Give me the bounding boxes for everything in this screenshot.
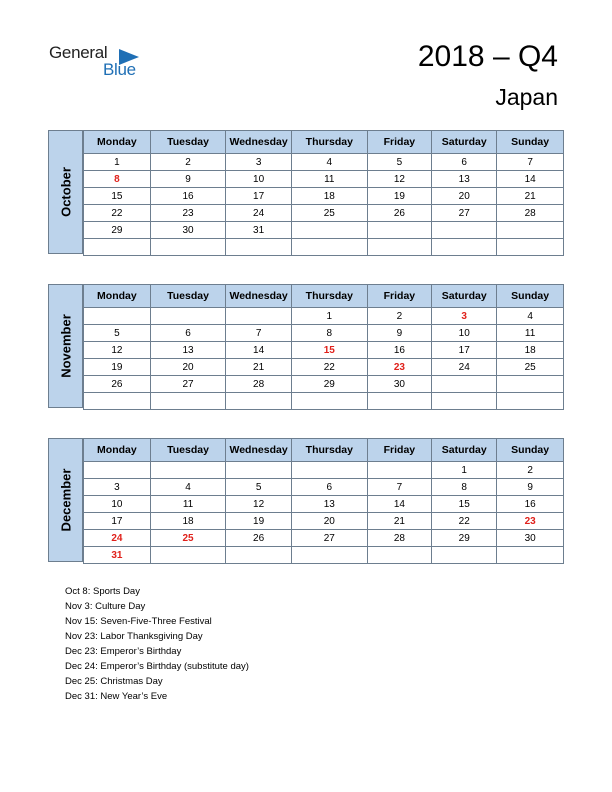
day-cell bbox=[150, 547, 225, 564]
weekday-header: Saturday bbox=[432, 131, 497, 154]
holiday-item: Dec 25: Christmas Day bbox=[65, 676, 163, 687]
day-cell bbox=[226, 308, 292, 325]
day-cell: 12 bbox=[367, 171, 432, 188]
week-row bbox=[84, 171, 564, 188]
day-cell: 20 bbox=[291, 513, 367, 530]
day-cell: 28 bbox=[497, 205, 564, 222]
day-cell: 30 bbox=[150, 222, 225, 239]
week-row bbox=[84, 393, 564, 410]
day-cell: 5 bbox=[84, 325, 151, 342]
day-cell: 8 bbox=[291, 325, 367, 342]
weekday-header: Tuesday bbox=[150, 285, 225, 308]
weekday-header: Saturday bbox=[432, 285, 497, 308]
holiday-item: Dec 23: Emperor’s Birthday bbox=[65, 646, 182, 657]
day-cell bbox=[84, 239, 151, 256]
weekday-header: Friday bbox=[367, 131, 432, 154]
day-cell: 30 bbox=[367, 376, 432, 393]
day-cell bbox=[432, 393, 497, 410]
day-cell: 4 bbox=[150, 479, 225, 496]
month-name: October bbox=[58, 167, 73, 217]
week-row bbox=[84, 325, 564, 342]
week-row bbox=[84, 239, 564, 256]
day-cell: 26 bbox=[84, 376, 151, 393]
day-cell bbox=[367, 239, 432, 256]
day-cell-holiday: 15 bbox=[291, 342, 367, 359]
day-cell: 22 bbox=[84, 205, 151, 222]
day-cell bbox=[367, 393, 432, 410]
day-cell: 22 bbox=[291, 359, 367, 376]
day-cell: 11 bbox=[291, 171, 367, 188]
day-cell: 3 bbox=[226, 154, 292, 171]
day-cell: 8 bbox=[432, 479, 497, 496]
country-name: Japan bbox=[495, 84, 558, 110]
day-cell: 1 bbox=[291, 308, 367, 325]
weekday-header: Thursday bbox=[291, 131, 367, 154]
weekday-header: Monday bbox=[84, 439, 151, 462]
day-cell bbox=[497, 222, 564, 239]
day-cell bbox=[150, 462, 225, 479]
day-cell: 18 bbox=[150, 513, 225, 530]
day-cell: 26 bbox=[367, 205, 432, 222]
day-cell: 31 bbox=[226, 222, 292, 239]
weekday-header-row bbox=[84, 439, 564, 462]
day-cell: 11 bbox=[497, 325, 564, 342]
logo-blue-text: Blue bbox=[103, 60, 136, 79]
weekday-header: Sunday bbox=[497, 439, 564, 462]
day-cell: 5 bbox=[226, 479, 292, 496]
week-row bbox=[84, 479, 564, 496]
day-cell: 18 bbox=[497, 342, 564, 359]
day-cell-holiday: 23 bbox=[497, 513, 564, 530]
day-cell: 2 bbox=[497, 462, 564, 479]
weekday-header: Thursday bbox=[291, 285, 367, 308]
day-cell bbox=[432, 376, 497, 393]
day-cell: 4 bbox=[497, 308, 564, 325]
holiday-item: Nov 3: Culture Day bbox=[65, 601, 146, 612]
day-cell: 27 bbox=[291, 530, 367, 547]
week-row bbox=[84, 342, 564, 359]
day-cell bbox=[150, 308, 225, 325]
day-cell: 29 bbox=[432, 530, 497, 547]
weekday-header: Tuesday bbox=[150, 131, 225, 154]
day-cell: 25 bbox=[291, 205, 367, 222]
day-cell bbox=[367, 222, 432, 239]
week-row bbox=[84, 359, 564, 376]
weekday-header-row bbox=[84, 131, 564, 154]
day-cell: 7 bbox=[497, 154, 564, 171]
day-cell bbox=[291, 393, 367, 410]
day-cell: 9 bbox=[497, 479, 564, 496]
day-cell bbox=[432, 239, 497, 256]
day-cell: 26 bbox=[226, 530, 292, 547]
weekday-header: Tuesday bbox=[150, 439, 225, 462]
day-cell: 16 bbox=[497, 496, 564, 513]
month-table bbox=[83, 438, 564, 564]
day-cell: 13 bbox=[432, 171, 497, 188]
day-cell: 19 bbox=[367, 188, 432, 205]
day-cell: 9 bbox=[150, 171, 225, 188]
day-cell: 3 bbox=[84, 479, 151, 496]
week-row bbox=[84, 462, 564, 479]
day-cell bbox=[226, 462, 292, 479]
day-cell bbox=[432, 222, 497, 239]
week-row bbox=[84, 154, 564, 171]
day-cell: 22 bbox=[432, 513, 497, 530]
day-cell: 29 bbox=[84, 222, 151, 239]
week-row bbox=[84, 222, 564, 239]
day-cell: 13 bbox=[291, 496, 367, 513]
day-cell bbox=[291, 239, 367, 256]
day-cell-holiday: 24 bbox=[84, 530, 151, 547]
week-row bbox=[84, 513, 564, 530]
day-cell: 17 bbox=[226, 188, 292, 205]
day-cell: 29 bbox=[291, 376, 367, 393]
day-cell: 10 bbox=[226, 171, 292, 188]
day-cell bbox=[84, 462, 151, 479]
day-cell: 6 bbox=[150, 325, 225, 342]
day-cell: 20 bbox=[432, 188, 497, 205]
month-table bbox=[83, 130, 564, 256]
weekday-header: Friday bbox=[367, 439, 432, 462]
day-cell: 19 bbox=[84, 359, 151, 376]
day-cell: 5 bbox=[367, 154, 432, 171]
day-cell: 6 bbox=[432, 154, 497, 171]
day-cell: 21 bbox=[226, 359, 292, 376]
day-cell: 6 bbox=[291, 479, 367, 496]
day-cell: 7 bbox=[226, 325, 292, 342]
week-row bbox=[84, 188, 564, 205]
day-cell: 14 bbox=[497, 171, 564, 188]
weekday-header: Friday bbox=[367, 285, 432, 308]
holiday-item: Nov 15: Seven-Five-Three Festival bbox=[65, 616, 212, 627]
week-row bbox=[84, 205, 564, 222]
day-cell: 2 bbox=[150, 154, 225, 171]
weekday-header: Saturday bbox=[432, 439, 497, 462]
day-cell: 4 bbox=[291, 154, 367, 171]
holiday-item: Dec 31: New Year’s Eve bbox=[65, 691, 168, 702]
holiday-item: Nov 23: Labor Thanksgiving Day bbox=[65, 631, 203, 642]
day-cell: 20 bbox=[150, 359, 225, 376]
day-cell: 25 bbox=[497, 359, 564, 376]
day-cell-holiday: 8 bbox=[84, 171, 151, 188]
day-cell: 12 bbox=[226, 496, 292, 513]
day-cell: 21 bbox=[497, 188, 564, 205]
month-label bbox=[48, 284, 83, 408]
day-cell: 19 bbox=[226, 513, 292, 530]
day-cell-holiday: 3 bbox=[432, 308, 497, 325]
weekday-header: Wednesday bbox=[226, 439, 292, 462]
day-cell: 16 bbox=[150, 188, 225, 205]
day-cell bbox=[226, 393, 292, 410]
weekday-header-row bbox=[84, 285, 564, 308]
day-cell: 30 bbox=[497, 530, 564, 547]
day-cell: 15 bbox=[432, 496, 497, 513]
weekday-header: Wednesday bbox=[226, 285, 292, 308]
month-table bbox=[83, 284, 564, 410]
weekday-header: Monday bbox=[84, 285, 151, 308]
day-cell bbox=[497, 547, 564, 564]
week-row bbox=[84, 376, 564, 393]
holiday-item: Oct 8: Sports Day bbox=[65, 586, 140, 597]
holiday-item: Dec 24: Emperor’s Birthday (substitute day) bbox=[65, 661, 249, 672]
day-cell bbox=[291, 547, 367, 564]
day-cell: 14 bbox=[367, 496, 432, 513]
day-cell-holiday: 23 bbox=[367, 359, 432, 376]
day-cell-holiday: 31 bbox=[84, 547, 151, 564]
day-cell bbox=[497, 393, 564, 410]
day-cell: 12 bbox=[84, 342, 151, 359]
day-cell: 23 bbox=[150, 205, 225, 222]
day-cell: 11 bbox=[150, 496, 225, 513]
day-cell: 10 bbox=[84, 496, 151, 513]
weekday-header: Wednesday bbox=[226, 131, 292, 154]
month-name: December bbox=[58, 468, 73, 532]
logo bbox=[49, 43, 159, 83]
month-label bbox=[48, 130, 83, 254]
day-cell: 17 bbox=[432, 342, 497, 359]
month-name: November bbox=[58, 314, 73, 378]
day-cell bbox=[497, 376, 564, 393]
day-cell: 27 bbox=[432, 205, 497, 222]
weekday-header: Thursday bbox=[291, 439, 367, 462]
day-cell: 28 bbox=[226, 376, 292, 393]
weekday-header: Sunday bbox=[497, 131, 564, 154]
day-cell: 2 bbox=[367, 308, 432, 325]
day-cell bbox=[367, 547, 432, 564]
holiday-list bbox=[65, 584, 249, 704]
week-row bbox=[84, 547, 564, 564]
day-cell: 24 bbox=[432, 359, 497, 376]
day-cell bbox=[291, 222, 367, 239]
day-cell: 1 bbox=[84, 154, 151, 171]
page-title: 2018 – Q4 bbox=[417, 40, 558, 73]
day-cell: 1 bbox=[432, 462, 497, 479]
day-cell: 16 bbox=[367, 342, 432, 359]
logo-general-text: General bbox=[49, 43, 108, 62]
day-cell bbox=[367, 462, 432, 479]
day-cell bbox=[150, 393, 225, 410]
day-cell: 7 bbox=[367, 479, 432, 496]
day-cell-holiday: 25 bbox=[150, 530, 225, 547]
day-cell bbox=[497, 239, 564, 256]
day-cell: 18 bbox=[291, 188, 367, 205]
day-cell: 13 bbox=[150, 342, 225, 359]
month-label bbox=[48, 438, 83, 562]
day-cell bbox=[432, 547, 497, 564]
day-cell: 24 bbox=[226, 205, 292, 222]
day-cell: 17 bbox=[84, 513, 151, 530]
day-cell: 15 bbox=[84, 188, 151, 205]
week-row bbox=[84, 308, 564, 325]
day-cell: 21 bbox=[367, 513, 432, 530]
weekday-header: Sunday bbox=[497, 285, 564, 308]
day-cell bbox=[84, 393, 151, 410]
day-cell: 9 bbox=[367, 325, 432, 342]
day-cell bbox=[84, 308, 151, 325]
day-cell: 27 bbox=[150, 376, 225, 393]
week-row bbox=[84, 496, 564, 513]
day-cell: 10 bbox=[432, 325, 497, 342]
day-cell bbox=[291, 462, 367, 479]
day-cell: 14 bbox=[226, 342, 292, 359]
day-cell bbox=[150, 239, 225, 256]
day-cell bbox=[226, 239, 292, 256]
day-cell bbox=[226, 547, 292, 564]
weekday-header: Monday bbox=[84, 131, 151, 154]
day-cell: 28 bbox=[367, 530, 432, 547]
week-row bbox=[84, 530, 564, 547]
